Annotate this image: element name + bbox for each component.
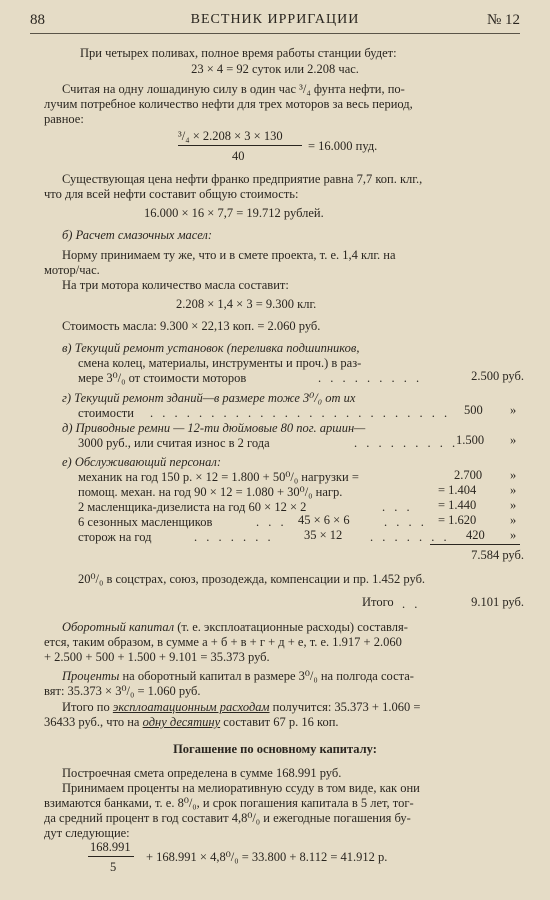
issue-number: № 12: [486, 12, 520, 28]
text-line: [44, 715, 339, 730]
item-line: в) Текущий ремонт установок (переливка подшипников,: [62, 341, 360, 355]
section-title: е) Обслуживающий персонал:: [62, 455, 221, 469]
page-header: [30, 12, 520, 32]
personnel-row: 2 масленщика-дизелиста на год 60 × 12 × 2: [78, 500, 307, 514]
text-line: [62, 620, 408, 635]
formula-numerator: ³/₄ × 2.208 × 3 × 130: [178, 129, 283, 143]
text-fragment: Итого по: [62, 700, 113, 714]
personnel-row: 6 сезонных масленщиков: [78, 515, 213, 529]
leader-dots: . . . . . . . . .: [318, 371, 423, 385]
leader-dots: . . .: [256, 515, 287, 529]
emphasis-text: Оборотный капитал: [62, 620, 175, 634]
personnel-row: сторож на год: [78, 530, 152, 544]
text-line: Норму принимаем ту же, что и в смете проекта, т. е. 1,4 клг. на: [62, 248, 396, 262]
formula-denominator: 5: [110, 860, 117, 874]
amount: = 1.404: [438, 483, 477, 497]
amount: 1.500: [456, 433, 485, 447]
text-line: да средний процент в год составит 4,8⁰/₀ и ежегодные погашения бу-: [44, 811, 411, 825]
sum-rule: [430, 544, 520, 545]
item-line: мере 3⁰/₀ от стоимости моторов: [78, 371, 247, 385]
amount: 2.700: [454, 468, 483, 482]
header-rule: [30, 33, 520, 34]
text-line: взимаются банками, т. е. 8⁰/₀, и срок погашения капитала в 5 лет, тог-: [44, 796, 414, 810]
leader-dots: . . .: [382, 500, 413, 514]
item-line: смена колец, материалы, инструменты и проч.) в раз-: [78, 356, 362, 370]
item-line: д) Приводные ремни — 12-ти дюймовые 80 пог. аршин—: [62, 421, 366, 435]
text-line: что для всей нефти составит общую стоимость:: [44, 187, 299, 201]
text-fragment: получится: 35.373 + 1.060 =: [269, 700, 421, 714]
formula-result: = 16.000 пуд.: [308, 139, 378, 153]
text-fragment: (т. е. эксплоатационные расходы) составля-: [177, 620, 408, 634]
text-line: мотор/час.: [44, 263, 100, 277]
section-title: б) Расчет смазочных масел:: [62, 228, 213, 242]
formula-denominator: 40: [232, 149, 245, 163]
amount-expression: 35 × 12: [304, 528, 343, 542]
amount: 420: [466, 528, 485, 542]
text-line: дут следующие:: [44, 826, 130, 840]
emphasis-text: эксплоатационным расходам: [112, 700, 270, 714]
emphasis-text: Проценты: [62, 669, 120, 683]
ditto-mark: »: [510, 403, 517, 417]
amount: 500: [464, 403, 483, 417]
ditto-mark: »: [510, 483, 517, 497]
amount: = 1.440: [438, 498, 477, 512]
text-line: 20⁰/₀ в соцстрах, союз, прозодежда, компенсации и пр. 1.452 руб.: [78, 572, 426, 586]
text-line: На три мотора количество масла составит:: [62, 278, 289, 292]
leader-dots: . .: [402, 597, 421, 611]
section-heading: Погашение по основному капиталу:: [173, 742, 377, 756]
journal-title: ВЕСТНИК ИРРИГАЦИИ: [190, 12, 360, 27]
text-line: Считая на одну лошадиную силу в один час ³/₄ фунта нефти, по-: [62, 82, 405, 96]
item-line: стоимости: [78, 406, 134, 420]
leader-dots: . . . . . . . . .: [354, 436, 459, 450]
emphasis-text: одну десятину: [142, 715, 221, 729]
leader-dots: . . . . . . .: [370, 530, 450, 544]
ditto-mark: »: [510, 468, 517, 482]
formula-numerator: 168.991: [90, 840, 131, 854]
item-line: г) Текущий ремонт зданий—в размере тоже 3⁰/₀ от их: [62, 391, 356, 405]
text-line: ется, таким образом, в сумме а + б + в + г + д + е, т. е. 1.917 + 2.060: [44, 635, 402, 649]
ditto-mark: »: [510, 433, 517, 447]
ditto-mark: »: [510, 513, 517, 527]
text-fragment: составит 67 р. 16 коп.: [220, 715, 339, 729]
amount: = 1.620: [438, 513, 477, 527]
text-line: вят: 35.373 × 3⁰/₀ = 1.060 руб.: [44, 684, 201, 698]
amount: 2.500 руб.: [471, 369, 524, 383]
text-line: лучим потребное количество нефти для трех моторов за весь период,: [44, 97, 413, 111]
text-line: [62, 700, 420, 715]
item-line: 3000 руб., или считая износ в 2 года: [78, 436, 270, 450]
ditto-mark: »: [510, 498, 517, 512]
leader-dots: . . . .: [384, 515, 427, 529]
formula-line: 16.000 × 16 × 7,7 = 19.712 рублей.: [144, 206, 324, 220]
fraction-bar: [178, 145, 302, 146]
leader-dots: . . . . . . .: [194, 530, 274, 544]
text-line: Принимаем проценты на мелиоративную ссуду в том виде, как они: [62, 781, 420, 795]
text-fragment: 36433 руб., что на: [44, 715, 143, 729]
personnel-row: помощ. механ. на год 90 × 12 = 1.080 + 30⁰/₀ нагр.: [78, 485, 343, 499]
personnel-row: механик на год 150 р. × 12 = 1.800 + 50⁰/₀ нагрузки =: [78, 470, 359, 484]
page-number: 88: [30, 12, 45, 28]
amount-expression: 45 × 6 × 6: [298, 513, 350, 527]
total-label: Итого: [362, 595, 394, 609]
ditto-mark: »: [510, 528, 517, 542]
text-line: + 2.500 + 500 + 1.500 + 9.101 = 35.373 руб.: [44, 650, 270, 664]
text-line: Существующая цена нефти франко предприятие равна 7,7 коп. клг.,: [62, 172, 423, 186]
formula-line: 2.208 × 1,4 × 3 = 9.300 клг.: [176, 297, 317, 311]
formula-line: 23 × 4 = 92 суток или 2.208 час.: [191, 62, 359, 76]
leader-dots: . . . . . . . . . . . . . . . . . . . . . . . . .: [150, 406, 451, 420]
total-amount: 9.101 руб.: [471, 595, 524, 609]
subtotal: 7.584 руб.: [471, 548, 524, 562]
text-fragment: на оборотный капитал в размере 3⁰/₀ на полгода соста-: [122, 669, 414, 683]
text-line: равное:: [44, 112, 84, 126]
fraction-bar: [88, 856, 134, 857]
formula-line: + 168.991 × 4,8⁰/₀ = 33.800 + 8.112 = 41.912 р.: [146, 850, 388, 864]
text-line: При четырех поливах, полное время работы станции будет:: [80, 46, 397, 60]
text-line: Стоимость масла: 9.300 × 22,13 коп. = 2.060 руб.: [62, 319, 321, 333]
text-line: [62, 669, 414, 684]
text-line: Построечная смета определена в сумме 168.991 руб.: [62, 766, 342, 780]
